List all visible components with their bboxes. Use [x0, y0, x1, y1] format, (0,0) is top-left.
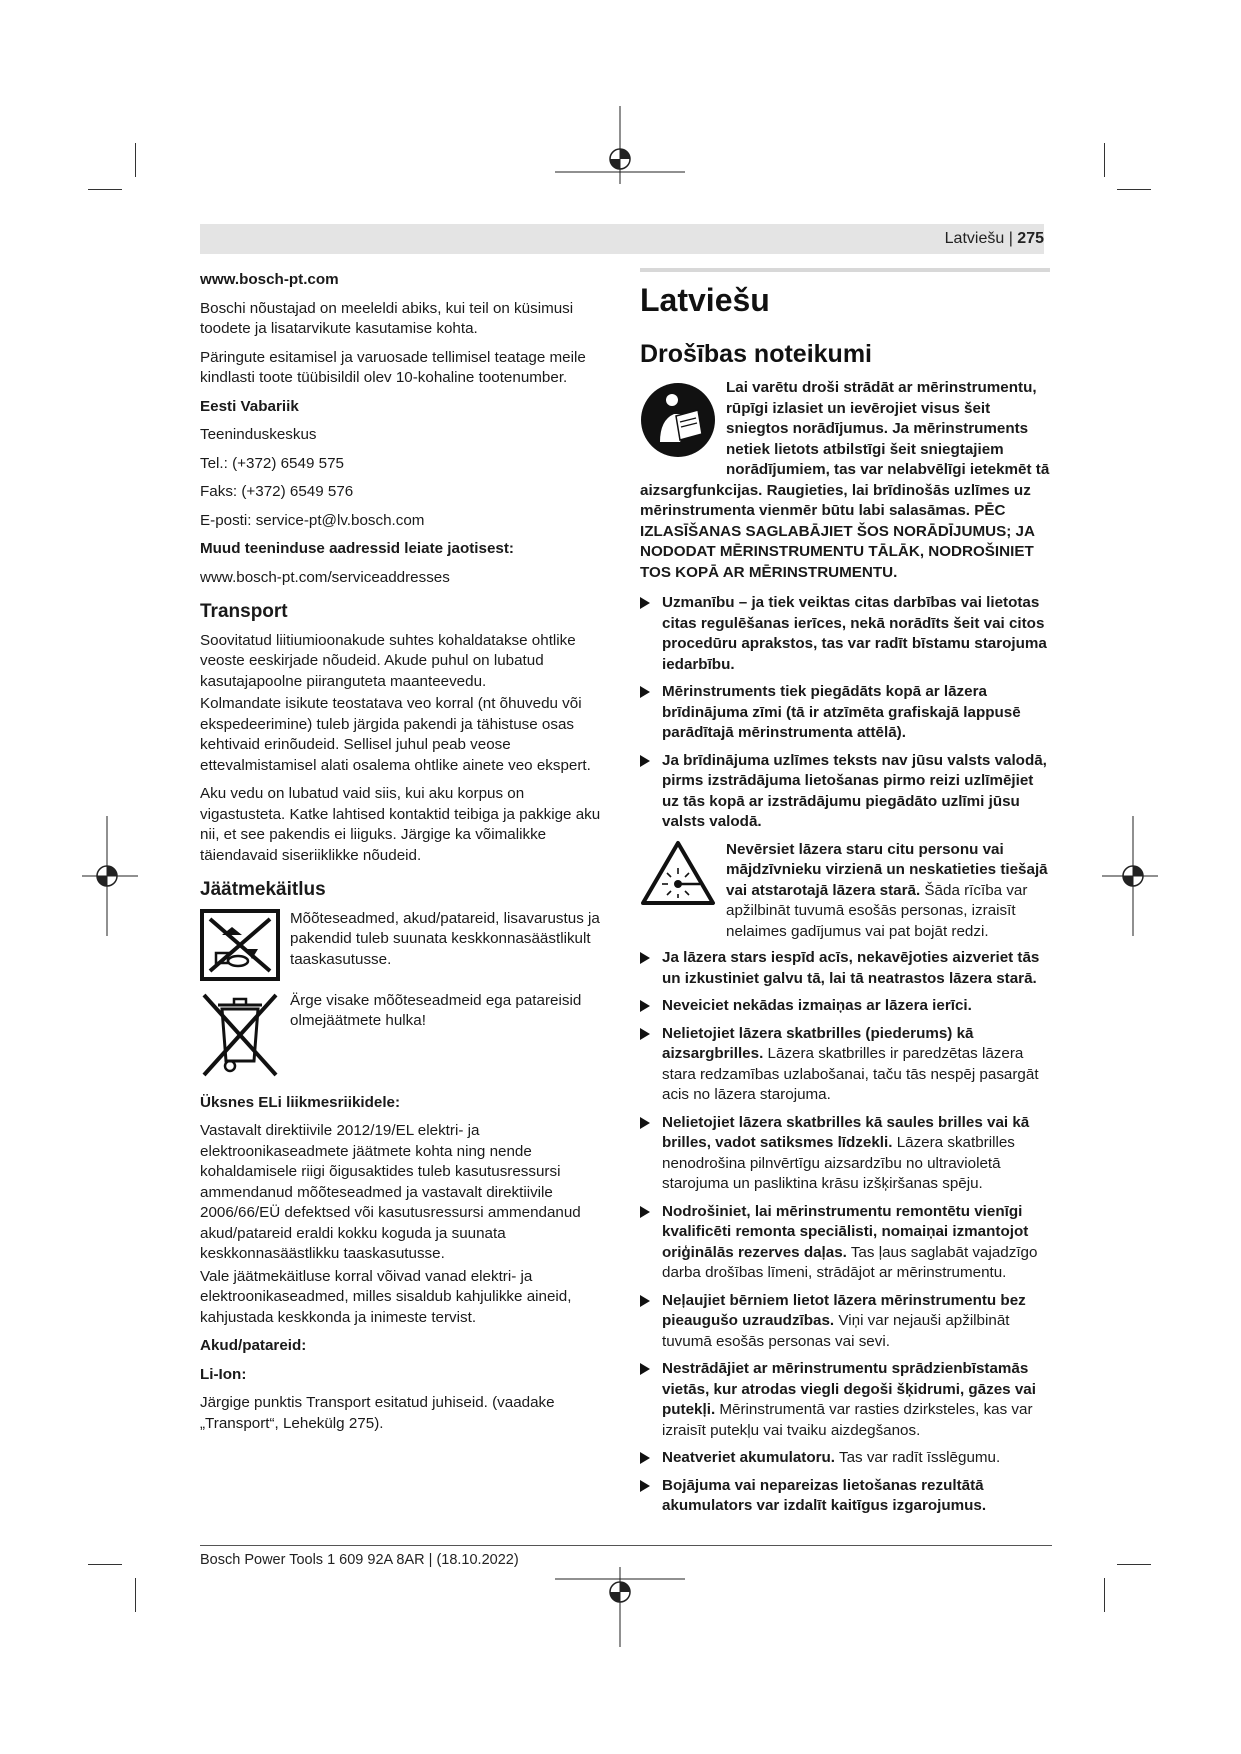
more-addresses-url: www.bosch-pt.com/serviceaddresses — [200, 568, 450, 586]
list-item: Nestrādājiet ar mērinstrumentu sprādzienbīstamās vietās, kur atrodas viegli degoši šķidrumi, gāzes vai putekļi. Mērinstrumentā var rasties dzirksteles, kas var izraisīt putekļu vai tvaiku aizdegšanos. — [640, 1359, 1050, 1441]
list-item: Ja brīdinājuma uzlīmes teksts nav jūsu valsts valodā, pirms izstrādājuma lietošanas pirmo reizi uzlīmējiet uz tās kopā ar izstrādājumu piegādāto uzlīmi jūsu valsts valodā. — [640, 751, 1050, 833]
crop-mark — [1104, 143, 1105, 177]
page-number: 275 — [1017, 230, 1044, 247]
registration-mark-bottom — [555, 1567, 685, 1647]
list-item: Ja lāzera stars iespīd acīs, nekavējoties aizveriet tās un izkustiniet galvu tā, lai tā neatrastos lāzera starā. — [640, 948, 1050, 989]
eu-heading: Üksnes ELi liikmesriikidele: — [200, 1093, 401, 1111]
bullet-arrow-icon — [640, 952, 650, 964]
crop-mark — [88, 189, 122, 190]
crop-mark — [135, 1578, 136, 1612]
eu-paragraph: Vastavalt direktiivile 2012/19/EL elektri- ja elektroonikaseadmete jäätmete kohta ning nende kohaldamisele riigi õigusaktides tuleb kasutusressursi ammendanud mõõteseadmed ja vastavalt direktiivile 2006/66/EÜ defektsed või kasutusressursi ammendanud akud/patareid eraldi kokku koguda ja suunata keskkonnasäästlikku taaskasutusse. — [200, 1122, 581, 1262]
list-item: Nelietojiet lāzera skatbrilles (piederums) kā aizsargbrilles. Lāzera skatbrilles ir paredzētas lāzera stara redzamības uzlabošanai, taču tās nespēj pasargāt acis no lāzera starojuma. — [640, 1024, 1050, 1106]
list-item: Bojājuma vai nepareizas lietošanas rezultātā akumulators var izdalīt kaitīgus izgarojumus. — [640, 1476, 1050, 1517]
safety-intro — [640, 378, 1050, 583]
registration-mark-right — [1102, 816, 1158, 936]
running-header: Latviešu | 275 — [944, 230, 1044, 247]
recycling-symbol-icon — [200, 909, 280, 981]
laser-warning — [640, 840, 1050, 943]
disposal-row — [200, 909, 605, 981]
transport-heading: Transport — [200, 601, 288, 622]
bullet-arrow-icon — [640, 1480, 650, 1492]
bullet-arrow-icon — [640, 1452, 650, 1464]
laser-warning-text: Nevērsiet lāzera staru citu personu vai mājdzīvnieku virzienā un neskatieties tiešajā vai atstarotajā lāzera starā. Šāda rīcība var apžilbināt tuvumā esošās personas, izraisīt nelaimes gadījumus vai pat bojāt redzi. — [726, 840, 1048, 940]
safety-intro-text: Lai varētu droši strādāt ar mērinstrumentu, rūpīgi izlasiet un ievērojiet visus šeit sniegtos norādījumus. Ja mērinstruments netiek lietots atbilstīgi šeit sniegtajiem norādījumiem, tas var nelabvēlīgi ietekmēt tā aizsargfunkcijas. Raugieties, lai brīdinošās uzlīmes uz mērinstrumenta vienmēr būtu labi salasāmas. PĒC IZLASĪŠANAS SAGLABĀJIET ŠOS NORĀDĪJUMUS; JA NODODAT MĒRINSTRUMENTU TĀLĀK, NODROŠINIET TOS KOPĀ AR MĒRINSTRUMENTU. — [640, 379, 1050, 581]
bullet-arrow-icon — [640, 1117, 650, 1129]
email: E-posti: service-pt@lv.bosch.com — [200, 511, 425, 529]
more-addresses-label: Muud teeninduse aadressid leiate jaotisest: — [200, 540, 514, 557]
bullet-arrow-icon — [640, 686, 650, 698]
disposal-text: Ärge visake mõõteseadmeid ega patareisid olmejäätmete hulka! — [290, 991, 582, 1029]
warning-list — [640, 593, 1050, 833]
right-column — [640, 378, 1050, 1524]
batteries-heading: Akud/patareid: — [200, 1337, 307, 1354]
transport-paragraph: Aku vedu on lubatud vaid siis, kui aku korpus on vigastusteta. Katke lahtised kontaktid teibiga ja pakkige aku nii, et see pakendis ei liiguks. Järgige ka võimalikke täiendavaid siseriiklikke nõudeid. — [200, 785, 601, 864]
website: www.bosch-pt.com — [200, 271, 339, 288]
bullet-arrow-icon — [640, 1363, 650, 1375]
bullet-arrow-icon — [640, 1028, 650, 1040]
crop-mark — [1117, 189, 1151, 190]
crop-mark — [135, 143, 136, 177]
disposal-heading: Jäätmekäitlus — [200, 879, 326, 900]
crop-mark — [88, 1564, 122, 1565]
bullet-arrow-icon — [640, 1000, 650, 1012]
crop-mark — [1117, 1564, 1151, 1565]
section-title: Drošības noteikumi — [640, 340, 872, 368]
footer-text: Bosch Power Tools 1 609 92A 8AR | (18.10.2022) — [200, 1552, 519, 1568]
disposal-row — [200, 991, 605, 1079]
page-title: Latviešu — [640, 282, 770, 318]
fax: Faks: (+372) 6549 576 — [200, 483, 354, 500]
bullet-arrow-icon — [640, 755, 650, 767]
list-item: Neveiciet nekādas izmaiņas ar lāzera ierīci. — [640, 996, 1050, 1017]
bullet-arrow-icon — [640, 1295, 650, 1307]
list-item: Neļaujiet bērniem lietot lāzera mērinstrumentu bez pieaugušo uzraudzības. Viņi var nejauši apžilbināt tuvumā esošās personas vai sevi. — [640, 1291, 1050, 1353]
order-info: Päringute esitamisel ja varuosade tellimisel teatage meile kindlasti toote tüübisildil olev 10-kohaline tootenumber. — [200, 348, 586, 386]
list-item: Neatveriet akumulatoru. Tas var radīt īsslēgumu. — [640, 1448, 1050, 1469]
list-item: Nelietojiet lāzera skatbrilles kā saules brilles vai kā brilles, vadot satiksmes līdzekli. Lāzera skatbrilles nenodrošina pilnvērtīgu aizsardzību no ultravioletā starojuma un pasliktina krāsu izšķiršanas spēju. — [640, 1113, 1050, 1195]
footer-rule — [200, 1545, 1052, 1546]
liion-heading: Li-Ion: — [200, 1365, 247, 1383]
transport-paragraph: Soovitatud liitiumioonakude suhtes kohaldatakse ohtlike veoste eeskirjade nõudeid. Akude puhul on lubatud kasutajapoolne piiranguteta maanteevedu. — [200, 631, 576, 690]
header-band — [200, 224, 1044, 254]
list-item: Nodrošiniet, lai mērinstrumentu remontētu vienīgi kvalificēti remonta speciālisti, nomaiņai izmantojot oriģinālās rezerves daļas. Tas ļaus saglabāt vajadzīgo darba drošības līmeni, strādājot ar mērinstrumentu. — [640, 1202, 1050, 1284]
list-item: Mērinstruments tiek piegādāts kopā ar lāzera brīdinājuma zīmi (tā ir atzīmēta grafiskajā lappusē parādītajā mērinstrumenta attēlā). — [640, 682, 1050, 744]
bullet-arrow-icon — [640, 597, 650, 609]
crop-mark — [1104, 1578, 1105, 1612]
service-center: Teeninduskeskus — [200, 426, 317, 443]
left-column — [200, 270, 605, 1442]
bullet-arrow-icon — [640, 1206, 650, 1218]
read-manual-icon — [640, 382, 716, 458]
liion-paragraph: Järgige punktis Transport esitatud juhiseid. (vaadake „Transport“, Lehekülg 275). — [200, 1394, 555, 1432]
registration-mark-top — [555, 106, 685, 184]
transport-paragraph: Kolmandate isikute teostatava veo korral (nt õhuvedu või ekspedeerimine) tuleb järgida pakendi ja tähistuse osas kehtivaid erinõudeid. Sellisel juhul peab veose ettevalmistamisel alati osalema ohtlike ainete veo ekspert. — [200, 695, 591, 774]
eu-paragraph: Vale jäätmekäitluse korral võivad vanad elektri- ja elektroonikaseadmed, milles sisaldub kahjulikke aineid, kahjustada keskkonda ja inimeste tervist. — [200, 1267, 572, 1326]
phone: Tel.: (+372) 6549 575 — [200, 454, 344, 472]
country: Eesti Vabariik — [200, 397, 299, 415]
registration-mark-left — [82, 816, 138, 936]
crossed-bin-icon — [200, 991, 280, 1079]
section-rule — [640, 268, 1050, 272]
disposal-text: Mõõteseadmed, akud/patareid, lisavarustus ja pakendid tuleb suunata keskkonnasäästlikult taaskasutusse. — [290, 909, 600, 968]
laser-warning-icon — [640, 840, 716, 906]
intro-text: Boschi nõustajad on meeleldi abiks, kui teil on küsimusi toodete ja lisatarvikute kasutamise kohta. — [200, 299, 574, 337]
warning-list — [640, 948, 1050, 1517]
header-section: Latviešu — [944, 230, 1005, 247]
list-item: Uzmanību – ja tiek veiktas citas darbības vai lietotas citas regulēšanas ierīces, nekā norādīts šeit vai citos procedūru aprakstos, tas var radīt bīstamu starojuma iedarbību. — [640, 593, 1050, 675]
